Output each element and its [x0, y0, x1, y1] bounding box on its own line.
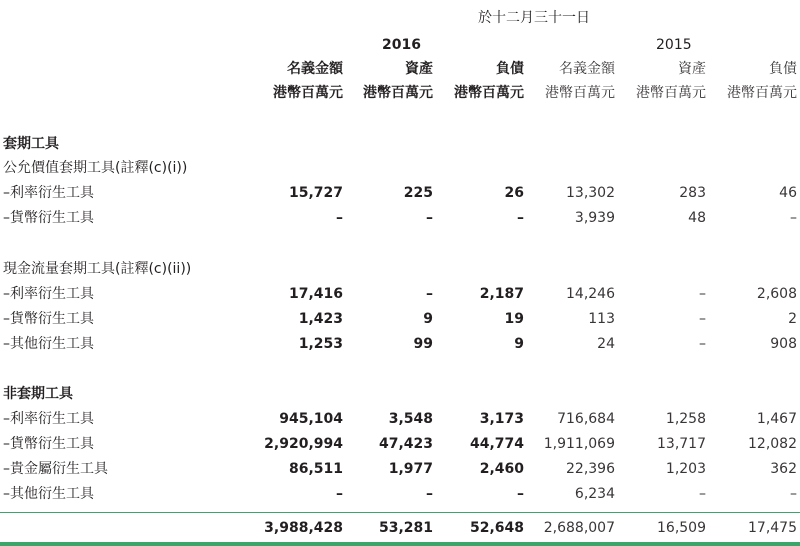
- cell-notional-2016: 15,727: [288, 185, 343, 201]
- subsection-cash-flow-hedges: 現金流量套期工具(註釋(c)(ii)): [3, 261, 192, 277]
- cell-assets-2015: 283: [679, 185, 706, 201]
- section-hedging-instruments: 套期工具: [3, 136, 59, 152]
- cell-notional-2015: 3,939: [574, 210, 615, 226]
- cell-notional-2016: 945,104: [279, 411, 343, 427]
- total-assets-2015: 16,509: [657, 520, 706, 536]
- year-2016-header: 2016: [382, 37, 421, 53]
- total-notional-2015: 2,688,007: [543, 520, 615, 536]
- row-label: –貨幣衍生工具: [3, 311, 94, 327]
- col-header-notional-2015: 名義金額: [559, 61, 615, 77]
- total-assets-2016: 53,281: [378, 520, 433, 536]
- cell-assets-2016: –: [426, 210, 433, 226]
- cell-liabilities-2016: 9: [514, 336, 524, 352]
- total-notional-2016: 3,988,428: [264, 520, 343, 536]
- cell-notional-2016: 1,423: [298, 311, 343, 327]
- col-header-assets-2015: 資產: [678, 61, 706, 77]
- unit-assets-2015: 港幣百萬元: [636, 85, 706, 101]
- cell-liabilities-2015: 2,608: [756, 286, 797, 302]
- cell-liabilities-2015: 908: [770, 336, 797, 352]
- cell-liabilities-2015: 46: [779, 185, 797, 201]
- cell-assets-2015: –: [699, 311, 706, 327]
- col-header-liabilities-2015: 負債: [769, 61, 797, 77]
- row-label: –其他衍生工具: [3, 486, 94, 502]
- total-bottom-rule: [0, 542, 800, 546]
- cell-assets-2015: 13,717: [657, 436, 706, 452]
- cell-notional-2016: –: [336, 486, 343, 502]
- total-liabilities-2015: 17,475: [748, 520, 797, 536]
- row-label: –其他衍生工具: [3, 336, 94, 352]
- cell-assets-2016: 99: [413, 336, 433, 352]
- unit-liabilities-2016: 港幣百萬元: [454, 85, 524, 101]
- subsection-fair-value-hedges: 公允價值套期工具(註釋(c)(i)): [3, 160, 188, 176]
- cell-assets-2016: 1,977: [388, 461, 433, 477]
- row-label: –利率衍生工具: [3, 411, 94, 427]
- cell-liabilities-2015: 1,467: [756, 411, 797, 427]
- cell-liabilities-2016: 44,774: [469, 436, 524, 452]
- cell-assets-2015: 1,203: [665, 461, 706, 477]
- cell-assets-2015: –: [699, 486, 706, 502]
- cell-assets-2015: 1,258: [665, 411, 706, 427]
- total-top-rule: [0, 512, 800, 513]
- unit-assets-2016: 港幣百萬元: [363, 85, 433, 101]
- cell-liabilities-2016: 3,173: [479, 411, 524, 427]
- cell-assets-2015: –: [699, 286, 706, 302]
- cell-liabilities-2015: –: [790, 210, 797, 226]
- cell-notional-2016: 17,416: [288, 286, 343, 302]
- cell-assets-2016: 47,423: [378, 436, 433, 452]
- date-header: 於十二月三十一日: [478, 10, 590, 26]
- cell-notional-2016: 1,253: [298, 336, 343, 352]
- cell-liabilities-2016: 2,187: [479, 286, 524, 302]
- cell-notional-2015: 716,684: [557, 411, 615, 427]
- cell-liabilities-2016: 19: [504, 311, 524, 327]
- row-label: –貴金屬衍生工具: [3, 461, 108, 477]
- row-label: –利率衍生工具: [3, 185, 94, 201]
- cell-assets-2015: 48: [688, 210, 706, 226]
- cell-notional-2016: 86,511: [288, 461, 343, 477]
- cell-liabilities-2016: –: [517, 210, 524, 226]
- cell-assets-2016: 225: [403, 185, 433, 201]
- cell-notional-2015: 24: [597, 336, 615, 352]
- cell-liabilities-2016: 26: [504, 185, 524, 201]
- row-label: –貨幣衍生工具: [3, 436, 94, 452]
- cell-assets-2016: 9: [423, 311, 433, 327]
- cell-assets-2016: 3,548: [388, 411, 433, 427]
- cell-assets-2016: –: [426, 486, 433, 502]
- cell-notional-2015: 13,302: [566, 185, 615, 201]
- col-header-notional-2016: 名義金額: [287, 61, 343, 77]
- cell-liabilities-2015: 12,082: [748, 436, 797, 452]
- cell-notional-2015: 113: [588, 311, 615, 327]
- cell-notional-2015: 22,396: [566, 461, 615, 477]
- cell-liabilities-2015: 2: [788, 311, 797, 327]
- cell-liabilities-2015: –: [790, 486, 797, 502]
- unit-liabilities-2015: 港幣百萬元: [727, 85, 797, 101]
- cell-assets-2016: –: [426, 286, 433, 302]
- col-header-assets-2016: 資產: [405, 61, 433, 77]
- cell-notional-2015: 6,234: [574, 486, 615, 502]
- cell-notional-2016: 2,920,994: [264, 436, 343, 452]
- year-2015-header: 2015: [656, 37, 692, 53]
- cell-liabilities-2016: 2,460: [479, 461, 524, 477]
- cell-assets-2015: –: [699, 336, 706, 352]
- row-label: –貨幣衍生工具: [3, 210, 94, 226]
- cell-liabilities-2016: –: [517, 486, 524, 502]
- cell-notional-2015: 1,911,069: [543, 436, 615, 452]
- total-liabilities-2016: 52,648: [469, 520, 524, 536]
- col-header-liabilities-2016: 負債: [496, 61, 524, 77]
- cell-notional-2015: 14,246: [566, 286, 615, 302]
- unit-notional-2016: 港幣百萬元: [273, 85, 343, 101]
- row-label: –利率衍生工具: [3, 286, 94, 302]
- cell-notional-2016: –: [336, 210, 343, 226]
- cell-liabilities-2015: 362: [770, 461, 797, 477]
- section-non-hedging-instruments: 非套期工具: [3, 386, 73, 402]
- unit-notional-2015: 港幣百萬元: [545, 85, 615, 101]
